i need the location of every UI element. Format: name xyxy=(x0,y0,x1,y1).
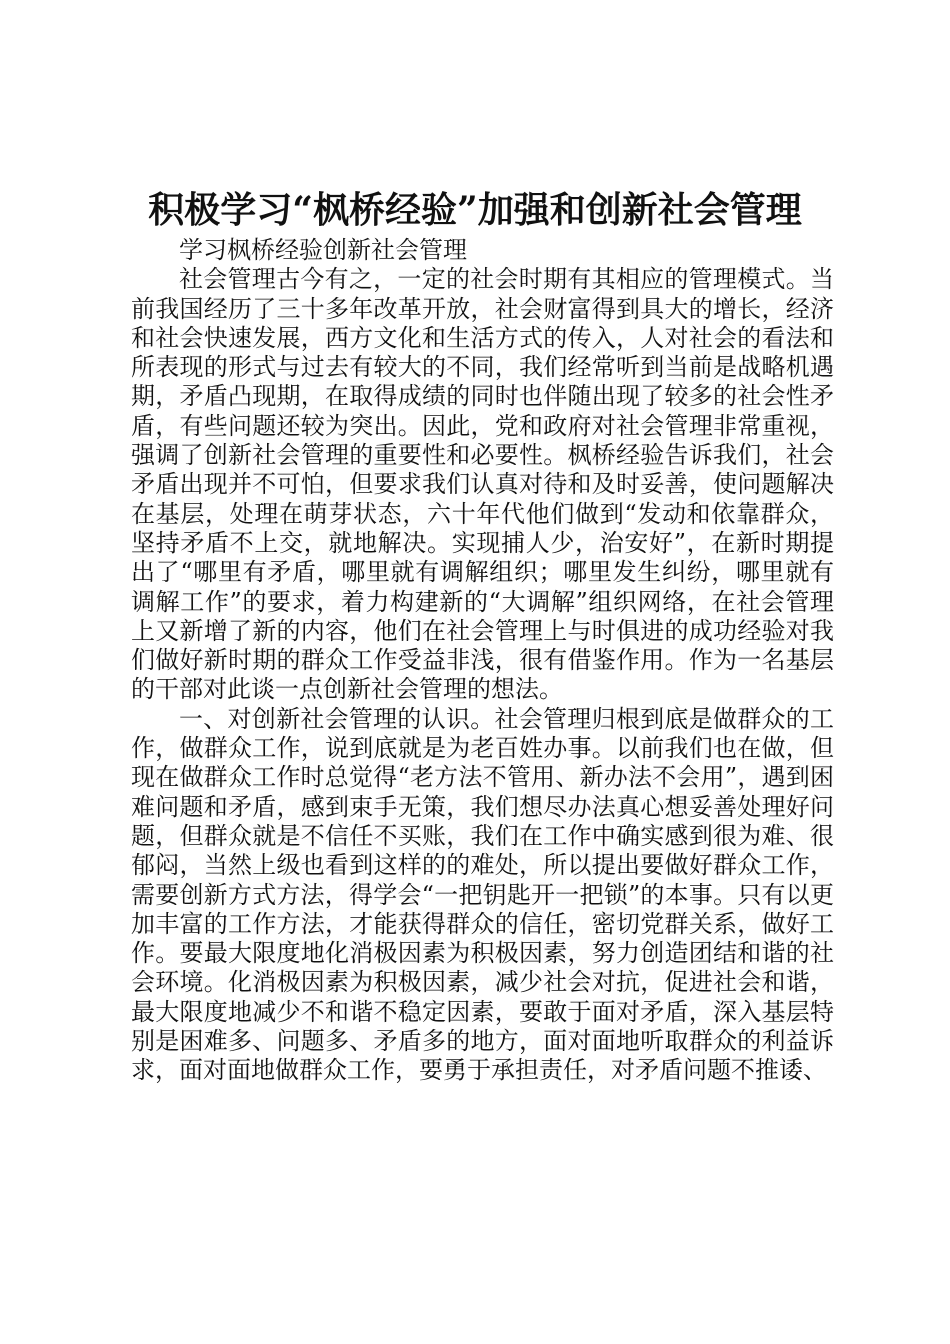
paragraph-intro: 社会管理古今有之，一定的社会时期有其相应的管理模式。当前我国经历了三十多年改革开放，社会财富得到具大的增长，经济和社会快速发展，西方文化和生活方式的传入，人对社会的看法和所表现的形式与过去有较大的不同，我们经常听到当前是战略机遇期，矛盾凸现期，在取得成绩的同时也伴随出现了较多的社会性矛盾，有些问题还较为突出。因此，党和政府对社会管理非常重视，强调了创新社会管理的重要性和必要性。枫桥经验告诉我们，社会矛盾出现并不可怕，但要求我们认真对待和及时妥善，使问题解决在基层，处理在萌芽状态，六十年代他们做到“发动和依靠群众，坚持矛盾不上交，就地解决。实现捕人少，治安好”，在新时期提出了“哪里有矛盾，哪里就有调解组织；哪里发生纠纷，哪里就有调解工作”的要求，着力构建新的“大调解”组织网络，在社会管理上又新增了新的内容，他们在社会管理上与时俱进的成功经验对我们做好新时期的群众工作受益非浅，很有借鉴作用。作为一名基层的干部对此谈一点创新社会管理的想法。 xyxy=(131,265,834,704)
document-body xyxy=(131,236,834,1086)
document-title: 积极学习“枫桥经验”加强和创新社会管理 xyxy=(148,189,802,231)
paragraph-section-one: 一、对创新社会管理的认识。社会管理归根到底是做群众的工作，做群众工作，说到底就是为老百姓办事。以前我们也在做，但现在做群众工作时总觉得“老方法不管用、新办法不会用”，遇到困难问题和矛盾，感到束手无策，我们想尽办法真心想妥善处理好问题，但群众就是不信任不买账，我们在工作中确实感到很为难、很郁闷，当然上级也看到这样的的难处，所以提出要做好群众工作，需要创新方式方法，得学会“一把钥匙开一把锁”的本事。只有以更加丰富的工作方法，才能获得群众的信任，密切党群关系，做好工作。要最大限度地化消极因素为积极因素，努力创造团结和谐的社会环境。化消极因素为积极因素，减少社会对抗，促进社会和谐，最大限度地减少不和谐不稳定因素，要敢于面对矛盾，深入基层特别是困难多、问题多、矛盾多的地方，面对面地听取群众的利益诉求，面对面地做群众工作，要勇于承担责任，对矛盾问题不推诿、 xyxy=(131,704,834,1085)
document-subtitle: 学习枫桥经验创新社会管理 xyxy=(179,236,467,264)
